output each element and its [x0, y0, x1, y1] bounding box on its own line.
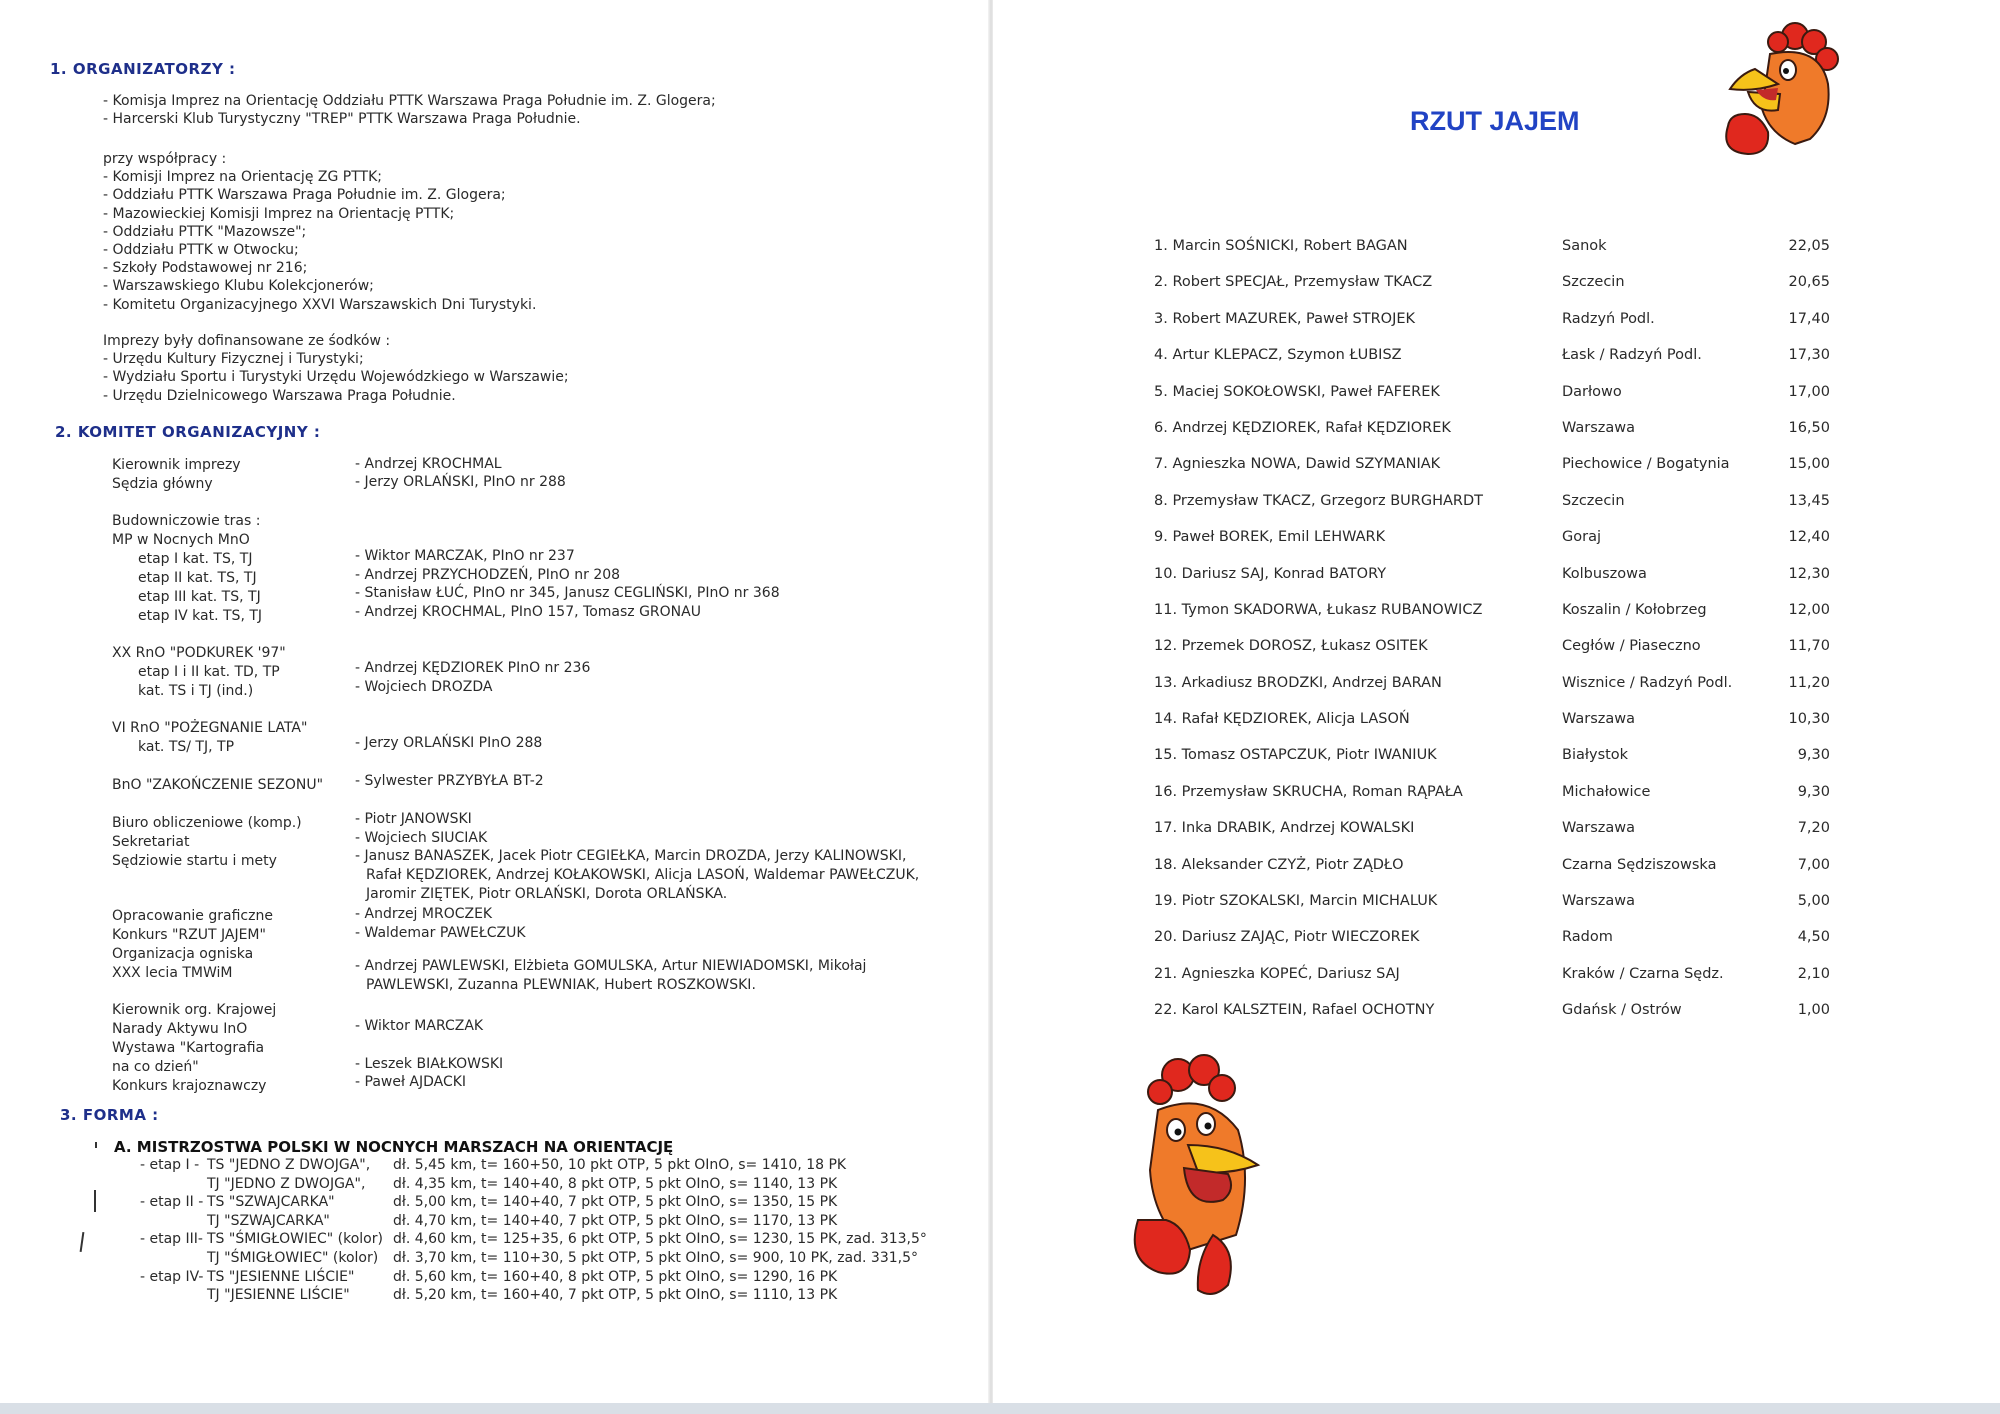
scan-speck: [95, 1142, 97, 1148]
committee-role-label: XXX lecia TMWiM: [112, 965, 233, 981]
stage-stage: - etap III-: [140, 1231, 203, 1248]
result-names: 9. Paweł BOREK, Emil LEHWARK: [1154, 529, 1386, 546]
result-score: 12,40: [1788, 529, 1830, 546]
result-names: 22. Karol KALSZTEIN, Rafael OCHOTNY: [1154, 1002, 1435, 1019]
result-score: 17,40: [1788, 310, 1830, 327]
committee-person: - Wojciech SIUCIAK: [355, 830, 488, 846]
result-score: 9,30: [1797, 783, 1830, 800]
result-row: [1150, 274, 1830, 310]
funding-heading: Imprezy były dofinansowane ze śodków :: [103, 333, 391, 349]
result-row: [1150, 711, 1830, 747]
result-score: 11,70: [1788, 638, 1830, 655]
committee-role-label: kat. TS i TJ (ind.): [138, 683, 254, 699]
result-score: 10,30: [1788, 711, 1830, 728]
result-names: 6. Andrzej KĘDZIOREK, Rafał KĘDZIOREK: [1154, 419, 1451, 436]
stage-details: dł. 4,60 km, t= 125+35, 6 pkt OTP, 5 pkt OInO, s= 1230, 15 PK, zad. 313,5°: [393, 1231, 927, 1248]
funding-item: - Urzędu Kultury Fizycznej i Turystyki;: [103, 351, 364, 368]
result-city: Kraków / Czarna Sędz.: [1562, 965, 1724, 982]
scan-speck: [80, 1232, 85, 1252]
cooperation-item: - Warszawskiego Klubu Kolekcjonerów;: [103, 278, 374, 295]
stage-route: TJ "ŚMIGŁOWIEC" (kolor): [207, 1250, 379, 1266]
result-score: 1,00: [1797, 1002, 1830, 1019]
result-row: [1150, 1002, 1830, 1038]
result-row: [1150, 675, 1830, 711]
committee-role-label: BnO "ZAKOŃCZENIE SEZONU": [112, 777, 324, 793]
form-a-heading: A. MISTRZOSTWA POLSKI W NOCNYCH MARSZACH NA ORIENTACJĘ: [114, 1138, 674, 1156]
stage-details: dł. 5,45 km, t= 160+50, 10 pkt OTP, 5 pkt OInO, s= 1410, 18 PK: [393, 1157, 847, 1173]
committee-role-label: Kierownik imprezy: [112, 457, 241, 473]
result-names: 20. Dariusz ZAJĄC, Piotr WIECZOREK: [1154, 929, 1420, 946]
result-row: [1150, 857, 1830, 893]
cooperation-list: [103, 150, 536, 314]
committee-role-label: etap II kat. TS, TJ: [138, 570, 257, 586]
scan-speck: [94, 1190, 96, 1212]
result-score: 15,00: [1788, 456, 1830, 473]
stage-stage: - etap II -: [140, 1194, 204, 1211]
result-score: 7,00: [1797, 856, 1830, 873]
committee-person: - Jerzy ORLAŃSKI, PInO nr 288: [355, 474, 566, 490]
committee-person: - Andrzej KROCHMAL, PInO 157, Tomasz GRONAU: [355, 604, 701, 620]
committee-person: - Andrzej KĘDZIOREK PInO nr 236: [355, 660, 591, 676]
result-names: 18. Aleksander CZYŻ, Piotr ZĄDŁO: [1154, 856, 1404, 873]
stage-details: dł. 5,60 km, t= 160+40, 8 pkt OTP, 5 pkt OInO, s= 1290, 16 PK: [393, 1268, 838, 1285]
cooperation-item: - Komitetu Organizacyjnego XXVI Warszawskich Dni Turystyki.: [103, 296, 537, 313]
result-row: [1150, 384, 1830, 420]
funding-item: - Urzędu Dzielnicowego Warszawa Praga Południe.: [103, 387, 456, 404]
result-names: 1. Marcin SOŚNICKI, Robert BAGAN: [1154, 238, 1408, 254]
committee-role-label: Wystawa "Kartografia: [112, 1040, 265, 1056]
committee-role-label: Budowniczowie tras :: [112, 513, 261, 529]
cooperation-item: - Komisji Imprez na Orientację ZG PTTK;: [103, 169, 382, 186]
result-city: Warszawa: [1562, 893, 1636, 910]
committee-person: - Andrzej PAWLEWSKI, Elżbieta GOMULSKA, Artur NIEWIADOMSKI, Mikołaj: [355, 958, 867, 974]
stage-details: dł. 3,70 km, t= 110+30, 5 pkt OTP, 5 pkt OInO, s= 900, 10 PK, zad. 331,5°: [393, 1250, 918, 1266]
committee-role-label: Konkurs krajoznawczy: [112, 1078, 267, 1094]
result-row: [1150, 347, 1830, 383]
result-names: 7. Agnieszka NOWA, Dawid SZYMANIAK: [1154, 456, 1441, 473]
result-row: [1150, 602, 1830, 638]
result-names: 19. Piotr SZOKALSKI, Marcin MICHALUK: [1154, 893, 1438, 910]
result-row: [1150, 893, 1830, 929]
committee-role-label: Sekretariat: [112, 834, 190, 850]
organizers-list: [103, 92, 716, 128]
rooster-wattle: [1726, 114, 1768, 154]
committee-role-label: XX RnO "PODKUREK '97": [112, 645, 286, 661]
result-city: Radzyń Podl.: [1562, 310, 1655, 327]
section-form-heading: 3. FORMA :: [60, 1106, 159, 1124]
result-city: Białystok: [1562, 747, 1629, 764]
committee-person: PAWLEWSKI, Zuzanna PLEWNIAK, Hubert ROSZKOWSKI.: [366, 977, 756, 993]
result-row: [1150, 638, 1830, 674]
committee-person: - Andrzej MROCZEK: [355, 906, 493, 922]
result-row: [1150, 420, 1830, 456]
committee-person: - Janusz BANASZEK, Jacek Piotr CEGIEŁKA, Marcin DROZDA, Jerzy KALINOWSKI,: [355, 848, 907, 864]
result-city: Radom: [1562, 929, 1613, 946]
committee-role-label: Kierownik org. Krajowej: [112, 1002, 277, 1018]
result-row: [1150, 311, 1830, 347]
result-city: Sanok: [1562, 238, 1607, 254]
stage-stage: - etap I -: [140, 1157, 200, 1173]
result-city: Darłowo: [1562, 383, 1622, 400]
result-names: 21. Agnieszka KOPEĆ, Dariusz SAJ: [1154, 965, 1400, 982]
stage-stage: - etap IV-: [140, 1268, 204, 1285]
organizer-item: - Harcerski Klub Turystyczny "TREP" PTTK Warszawa Praga Południe.: [103, 111, 581, 128]
result-row: [1150, 529, 1830, 565]
result-score: 2,10: [1797, 965, 1830, 982]
result-names: 2. Robert SPECJAŁ, Przemysław TKACZ: [1154, 274, 1433, 291]
result-city: Warszawa: [1562, 711, 1636, 728]
rooster-beak-upper: [1188, 1145, 1258, 1173]
result-score: 12,30: [1788, 565, 1830, 582]
stage-route: TJ "SZWAJCARKA": [207, 1212, 330, 1229]
result-score: 7,20: [1797, 820, 1830, 837]
committee-role-label: Organizacja ogniska: [112, 946, 254, 962]
stage-route: TJ "JEDNO Z DWOJGA",: [207, 1175, 366, 1192]
result-score: 11,20: [1788, 674, 1830, 691]
result-names: 13. Arkadiusz BRODZKI, Andrzej BARAN: [1154, 674, 1442, 691]
funding-list: [103, 332, 569, 405]
result-row: [1150, 929, 1830, 965]
committee-role-label: etap I kat. TS, TJ: [138, 551, 253, 567]
committee-person: - Wiktor MARCZAK: [355, 1018, 484, 1034]
committee-person: - Waldemar PAWEŁCZUK: [355, 925, 526, 941]
committee-role-label: etap IV kat. TS, TJ: [138, 608, 263, 624]
rooster-illustration-top: [1700, 14, 1850, 164]
committee-role-label: Opracowanie graficzne: [112, 908, 273, 924]
committee-role-label: VI RnO "POŻEGNANIE LATA": [112, 720, 308, 736]
result-row: [1150, 566, 1830, 602]
cooperation-item: - Oddziału PTTK Warszawa Praga Południe im. Z. Glogera;: [103, 187, 506, 204]
result-names: 12. Przemek DOROSZ, Łukasz OSITEK: [1154, 638, 1428, 655]
committee-role-label: Konkurs "RZUT JAJEM": [112, 927, 266, 943]
result-city: Kolbuszowa: [1562, 565, 1647, 582]
committee-person: - Sylwester PRZYBYŁA BT-2: [355, 773, 544, 789]
committee-person: - Andrzej KROCHMAL: [355, 456, 502, 472]
committee-role-label: etap III kat. TS, TJ: [138, 589, 261, 605]
result-names: 5. Maciej SOKOŁOWSKI, Paweł FAFEREK: [1154, 383, 1440, 400]
result-city: Warszawa: [1562, 820, 1636, 837]
committee-person: - Andrzej PRZYCHODZEŃ, PInO nr 208: [355, 567, 621, 583]
committee-person: Rafał KĘDZIOREK, Andrzej KOŁAKOWSKI, Alicja LASOŃ, Waldemar PAWEŁCZUK,: [366, 867, 920, 883]
committee-role-label: Biuro obliczeniowe (komp.): [112, 815, 302, 831]
organizer-item: - Komisja Imprez na Orientację Oddziału PTTK Warszawa Praga Południe im. Z. Glogera;: [103, 93, 716, 109]
result-row: [1150, 456, 1830, 492]
section-organizers-heading: 1. ORGANIZATORZY :: [50, 60, 236, 78]
result-row: [1150, 784, 1830, 820]
stage-details: dł. 5,20 km, t= 160+40, 7 pkt OTP, 5 pkt OInO, s= 1110, 13 PK: [393, 1287, 838, 1304]
stage-details: dł. 4,35 km, t= 140+40, 8 pkt OTP, 5 pkt OInO, s= 1140, 13 PK: [393, 1175, 838, 1192]
stage-route: TJ "JESIENNE LIŚCIE": [207, 1287, 350, 1304]
committee-person: - Stanisław ŁUĆ, PInO nr 345, Janusz CEGLIŃSKI, PInO nr 368: [355, 585, 780, 601]
result-names: 3. Robert MAZUREK, Paweł STROJEK: [1154, 310, 1416, 327]
committee-role-label: Narady Aktywu InO: [112, 1021, 248, 1037]
result-names: 17. Inka DRABIK, Andrzej KOWALSKI: [1154, 820, 1415, 837]
results-list: [1150, 238, 1830, 1039]
page-title: RZUT JAJEM: [1410, 106, 1580, 136]
result-city: Wisznice / Radzyń Podl.: [1562, 674, 1733, 691]
result-names: 16. Przemysław SKRUCHA, Roman RĄPAŁA: [1154, 783, 1463, 800]
stage-route: TS "ŚMIGŁOWIEC" (kolor): [207, 1231, 383, 1248]
stage-route: TS "SZWAJCARKA": [207, 1194, 335, 1211]
stage-route: TS "JEDNO Z DWOJGA",: [207, 1157, 371, 1173]
committee-role-label: Sędziowie startu i mety: [112, 853, 277, 869]
result-city: Goraj: [1562, 529, 1601, 546]
result-row: [1150, 747, 1830, 783]
committee-person: - Leszek BIAŁKOWSKI: [355, 1056, 504, 1072]
rooster-comb: [1148, 1055, 1235, 1104]
committee-role-label: Sędzia główny: [112, 476, 213, 492]
result-score: 16,50: [1788, 419, 1830, 436]
cooperation-heading: przy współpracy :: [103, 151, 227, 167]
result-city: Cegłów / Piaseczno: [1562, 638, 1701, 655]
cooperation-item: - Mazowieckiej Komisji Imprez na Orientację PTTK;: [103, 205, 455, 222]
result-names: 14. Rafał KĘDZIOREK, Alicja LASOŃ: [1154, 711, 1410, 728]
stage-details: dł. 4,70 km, t= 140+40, 7 pkt OTP, 5 pkt OInO, s= 1170, 13 PK: [393, 1212, 838, 1229]
stage-details: dł. 5,00 km, t= 140+40, 7 pkt OTP, 5 pkt OInO, s= 1350, 15 PK: [393, 1194, 838, 1211]
committee-role-label: na co dzień": [112, 1059, 199, 1075]
result-score: 4,50: [1797, 929, 1830, 946]
result-city: Czarna Sędziszowska: [1562, 856, 1717, 873]
committee-person: Jaromir ZIĘTEK, Piotr ORLAŃSKI, Dorota ORLAŃSKA.: [366, 886, 728, 902]
funding-item: - Wydziału Sportu i Turystyki Urzędu Wojewódzkiego w Warszawie;: [103, 369, 569, 386]
result-score: 17,30: [1788, 347, 1830, 364]
result-city: Piechowice / Bogatynia: [1562, 456, 1730, 473]
result-row: [1150, 820, 1830, 856]
result-city: Szczecin: [1562, 274, 1625, 291]
result-names: 4. Artur KLEPACZ, Szymon ŁUBISZ: [1154, 347, 1402, 364]
result-score: 13,45: [1788, 492, 1830, 509]
result-city: Łask / Radzyń Podl.: [1562, 347, 1702, 364]
result-row: [1150, 238, 1830, 274]
left-page: [0, 0, 990, 1404]
cooperation-item: - Oddziału PTTK "Mazowsze";: [103, 223, 307, 240]
result-score: 22,05: [1788, 238, 1830, 254]
committee-role-label: kat. TS/ TJ, TP: [138, 739, 235, 755]
result-row: [1150, 493, 1830, 529]
committee-person: - Jerzy ORLAŃSKI PInO 288: [355, 735, 543, 751]
result-score: 12,00: [1788, 601, 1830, 618]
committee-person: - Wojciech DROZDA: [355, 679, 493, 695]
result-city: Koszalin / Kołobrzeg: [1562, 601, 1707, 618]
section-committee-heading: 2. KOMITET ORGANIZACYJNY :: [55, 423, 321, 441]
result-names: 10. Dariusz SAJ, Konrad BATORY: [1154, 565, 1387, 582]
result-names: 15. Tomasz OSTAPCZUK, Piotr IWANIUK: [1154, 747, 1437, 764]
result-city: Szczecin: [1562, 492, 1625, 509]
result-city: Warszawa: [1562, 419, 1636, 436]
committee-role-label: MP w Nocnych MnO: [112, 532, 250, 548]
committee-person: - Piotr JANOWSKI: [355, 811, 472, 827]
committee-person: - Paweł AJDACKI: [355, 1074, 467, 1090]
result-names: 8. Przemysław TKACZ, Grzegorz BURGHARDT: [1154, 492, 1483, 509]
result-names: 11. Tymon SKADORWA, Łukasz RUBANOWICZ: [1154, 601, 1483, 618]
scan-edge: [0, 1403, 2000, 1414]
result-city: Gdańsk / Ostrów: [1562, 1002, 1682, 1019]
result-score: 17,00: [1788, 383, 1830, 400]
committee-person: - Wiktor MARCZAK, PInO nr 237: [355, 548, 575, 564]
result-score: 5,00: [1797, 893, 1830, 910]
committee-role-label: etap I i II kat. TD, TP: [138, 664, 280, 680]
result-row: [1150, 966, 1830, 1002]
cooperation-item: - Oddziału PTTK w Otwocku;: [103, 242, 299, 259]
result-score: 9,30: [1797, 747, 1830, 764]
stage-route: TS "JESIENNE LIŚCIE": [207, 1268, 355, 1285]
result-city: Michałowice: [1562, 783, 1651, 800]
rooster-illustration-bottom: [1118, 1050, 1268, 1310]
cooperation-item: - Szkoły Podstawowej nr 216;: [103, 260, 308, 277]
result-score: 20,65: [1788, 274, 1830, 291]
